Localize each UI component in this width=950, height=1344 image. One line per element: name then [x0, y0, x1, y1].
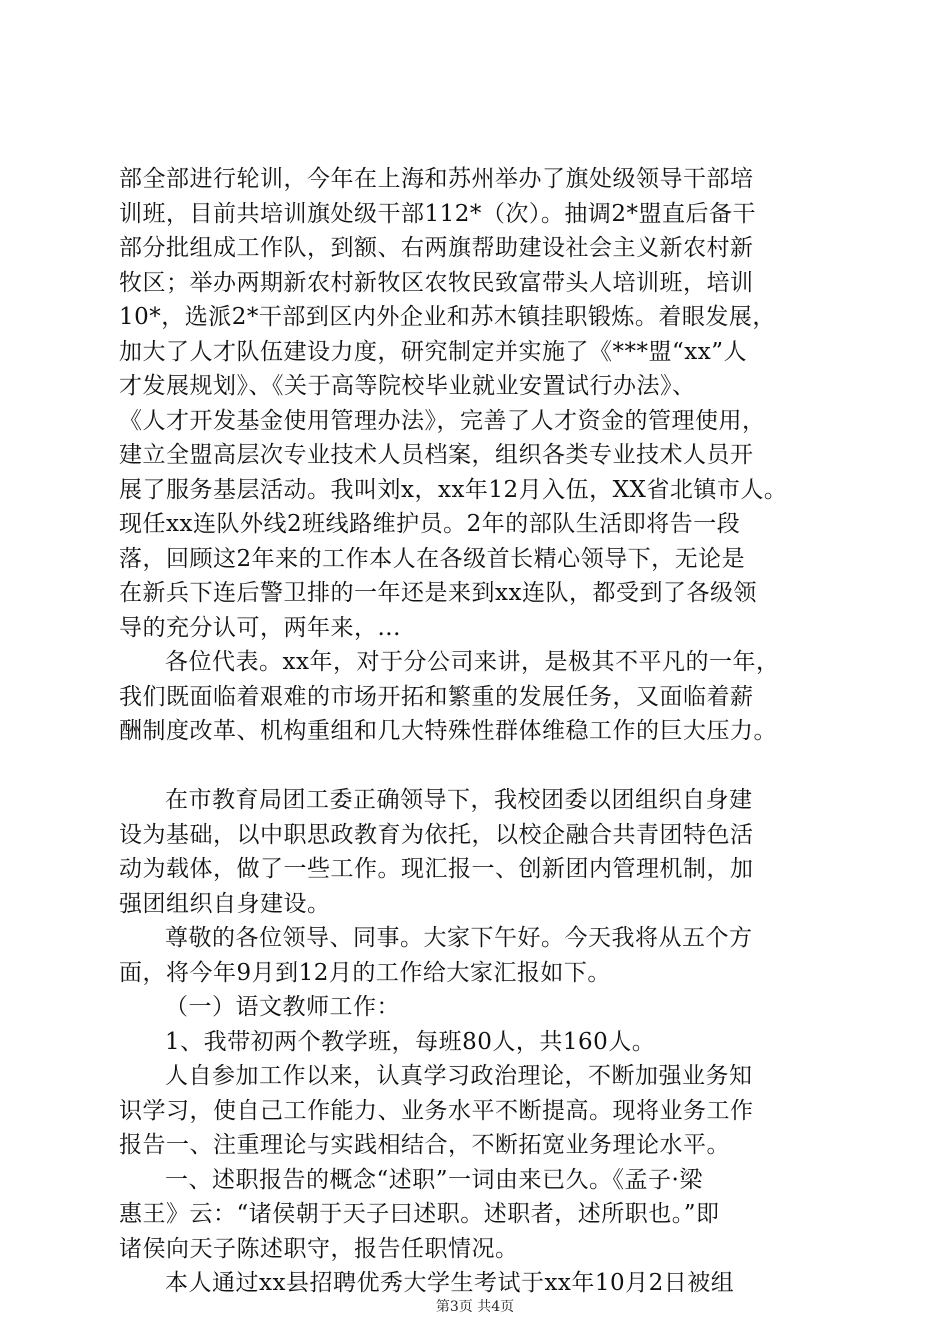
text-line: 酬制度改革、机构重组和几大特殊性群体维稳工作的巨大压力。 [119, 718, 777, 744]
text-line: 人自参加工作以来，认真学习政治理论，不断加强业务知 [165, 1063, 753, 1089]
text-line: 一、述职报告的概念“述职”一词由来已久。《孟子·梁 [165, 1166, 703, 1193]
text-line: 展了服务基层活动。我叫刘x，xx年12月入伍，XX省北镇市人。 [119, 476, 788, 503]
text-line: 我们既面临着艰难的市场开拓和繁重的发展任务，又面临着薪 [119, 683, 754, 710]
text-line: 在市教育局团工委正确领导下，我校团委以团组织自身建 [165, 787, 753, 813]
text-line: 强团组织自身建设。 [119, 890, 331, 917]
text-line: 设为基础，以中职思政教育为依托，以校企融合共青团特色活 [119, 821, 754, 848]
text-line: 动为载体，做了一些工作。现汇报一、创新团内管理机制，加 [119, 856, 754, 882]
text-line: 《人才开发基金使用管理办法》，完善了人才资金的管理使用， [119, 407, 766, 434]
text-line: 1、我带初两个教学班，每班80人，共160人。 [165, 1028, 656, 1055]
text-line: 导的充分认可，两年来，... [119, 614, 401, 641]
text-line: 10*，选派2*干部到区内外企业和苏木镇挂职锻炼。着眼发展， [119, 304, 776, 330]
text-line: 加大了人才队伍建设力度，研究制定并实施了《***盟“xx”人 [119, 338, 747, 365]
paragraph-gap [119, 749, 839, 784]
text-line: 落，回顾这2年来的工作本人在各级首长精心领导下，无论是 [119, 545, 746, 572]
text-line: 本人通过xx县招聘优秀大学生考试于xx年10月2日被组 [165, 1270, 735, 1296]
text-line: 识学习，使自己工作能力、业务水平不断提高。现将业务工作 [119, 1097, 754, 1124]
text-line: 报告一、注重理论与实践相结合，不断拓宽业务理论水平。 [119, 1132, 730, 1158]
body-text [119, 162, 839, 1301]
text-line: 尊敬的各位领导、同事。大家下午好。今天我将从五个方 [165, 925, 753, 951]
text-line: 现任xx连队外线2班线路维护员。2年的部队生活即将告一段 [119, 511, 741, 537]
text-line: （一）语文教师工作： [165, 994, 400, 1020]
text-line: 部分批组成工作队，到额、右两旗帮助建设社会主义新农村新 [119, 235, 754, 261]
text-line: 部全部进行轮训，今年在上海和苏州举办了旗处级领导干部培 [119, 166, 754, 192]
text-line: 在新兵下连后警卫排的一年还是来到xx连队，都受到了各级领 [119, 580, 757, 606]
text-line: 建立全盟高层次专业技术人员档案，组织各类专业技术人员开 [119, 442, 754, 468]
text-line: 才发展规划》、《关于高等院校毕业就业安置试行办法》、 [119, 373, 696, 399]
text-line: 诸侯向天子陈述职守，报告任职情况。 [119, 1235, 519, 1262]
text-line: 牧区；举办两期新农村新牧区农牧民致富带头人培训班，培训 [119, 269, 754, 296]
text-line: 面，将今年9月到12月的工作给大家汇报如下。 [119, 959, 611, 986]
text-line: 各位代表。xx年，对于分公司来讲，是极其不平凡的一年， [165, 649, 780, 675]
text-line: 惠王》云：“诸侯朝于天子曰述职。述职者，述所职也。”即 [119, 1201, 720, 1227]
text-line: 训班，目前共培训旗处级干部112*（次）。抽调2*盟直后备干 [119, 200, 757, 227]
page-footer: 第3页 共4页 [435, 1299, 515, 1315]
